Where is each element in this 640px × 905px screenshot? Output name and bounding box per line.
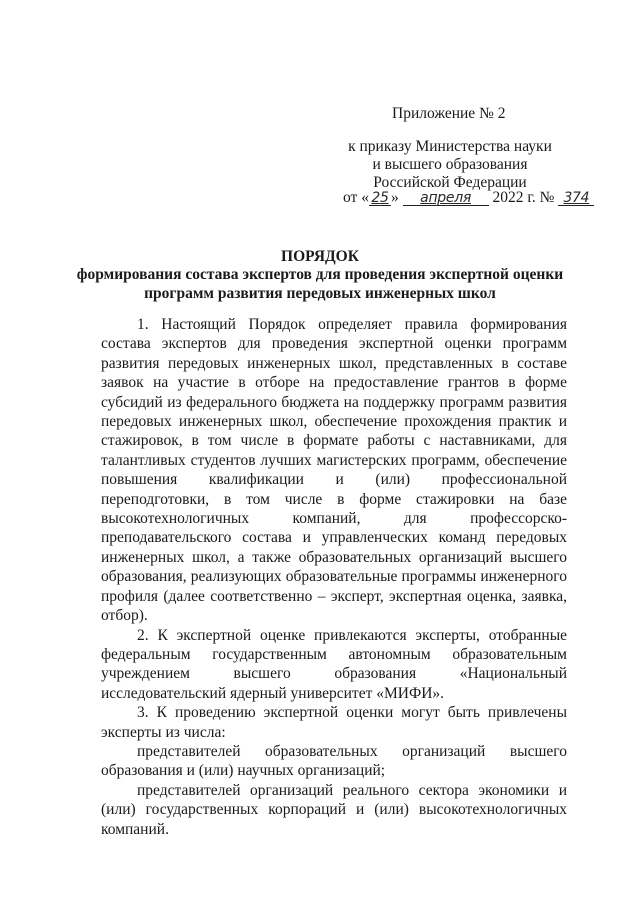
order-date-line	[343, 188, 594, 208]
date-year: 2022 г. №	[492, 189, 555, 206]
paragraph-5: представителей организаций реального сектора экономики и (или) государственных корпораций и (или) высокотехнологичных компаний.	[101, 781, 567, 838]
paragraph-3: 3. К проведению экспертной оценки могут быть привлечены эксперты из числа:	[101, 704, 567, 741]
handwritten-month: апреля	[403, 191, 489, 206]
document-body	[101, 315, 567, 839]
appendix-label: Приложение № 2	[392, 105, 506, 122]
document-subtitle-line1: формирования состава экспертов для проведения экспертной оценки	[76, 266, 564, 283]
order-ref-line: к приказу Министерства науки	[348, 138, 552, 155]
date-prefix: от «	[343, 189, 369, 206]
paragraph-1: 1. Настоящий Порядок определяет правила формирования состава экспертов для проведения экспертной оценки программ развития передовых инженерных школ, представленных в составе заявок на участие в отборе на предоставление грантов в форме субсидий из федерального бюджета на поддержку программ развития передовых инженерных школ, обеспечение прохождения практик и стажировок, в том числе в формате работы с наставниками, для талантливых студентов лучших магистерских программ, обеспечение повышения квалификации и (или) профессиональной переподготовки, в том числе в форме стажировки на базе высокотехнологичных компаний, для профессорско-преподавательского состава и управленческих команд передовых инженерных школ, а также образовательных организаций высшего образования, реализующих образовательные программы инженерного профиля (далее соответственно – эксперт, экспертная оценка, заявка, отбор).	[101, 316, 567, 625]
paragraph-2: 2. К экспертной оценке привлекаются эксперты, отобранные федеральным государственным автономным образовательным учреждением высшего образования «Национальный исследовательский ядерный университет «МИФИ».	[101, 626, 567, 702]
document-title: ПОРЯДОК	[281, 248, 359, 265]
order-ref-line: Российской Федерации	[373, 174, 527, 191]
document-subtitle-line2: программ развития передовых инженерных школ	[144, 285, 496, 302]
date-mid: »	[390, 189, 399, 206]
order-reference	[334, 138, 566, 192]
handwritten-order-number: 374	[558, 191, 594, 206]
paragraph-4: представителей образовательных организаций высшего образования и (или) научных организаций;	[101, 742, 567, 780]
handwritten-day: 25	[369, 191, 391, 206]
order-ref-line: и высшего образования	[372, 156, 528, 173]
